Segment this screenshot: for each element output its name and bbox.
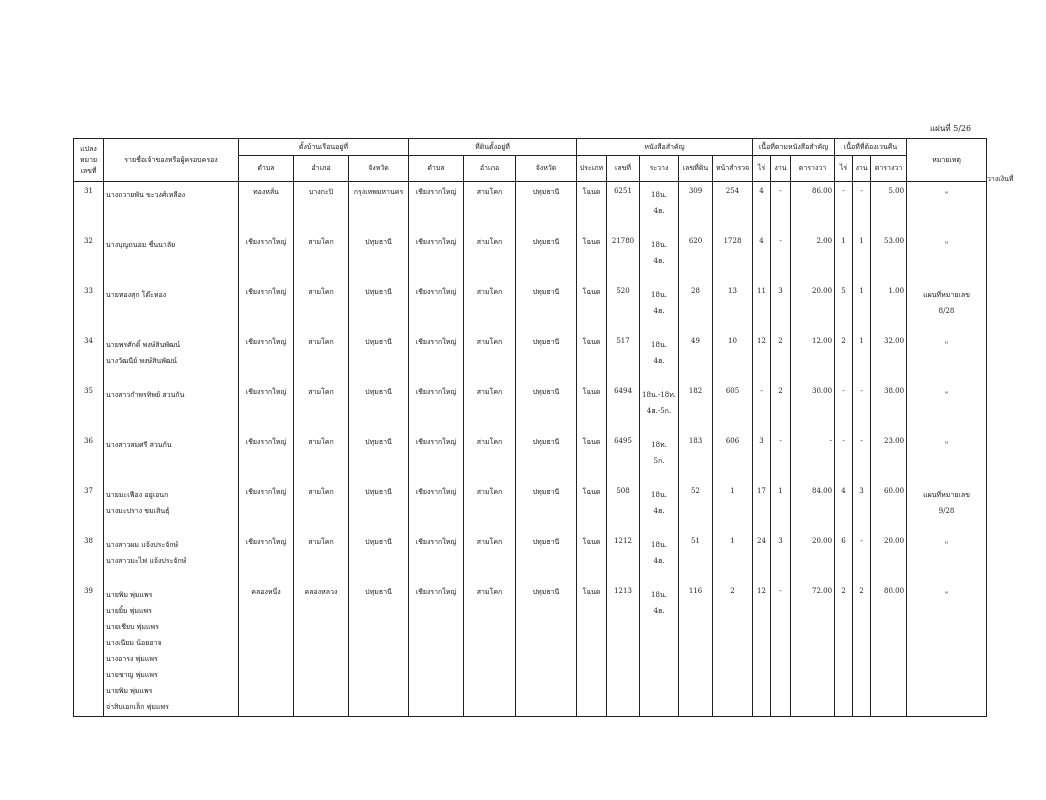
col-deed-sqwa: ตารางวา xyxy=(791,156,835,182)
cell-deed-ngan: - xyxy=(771,182,791,232)
cell-addr-province: ปทุมธานี xyxy=(349,232,409,282)
cell-land-district: สามโคก xyxy=(464,482,516,532)
cell-land-province: ปทุมธานี xyxy=(516,182,577,232)
page-number: แผ่นที่ 5/26 xyxy=(930,124,972,133)
cell-addr-district: สามโคก xyxy=(294,482,349,532)
table-row xyxy=(74,182,987,232)
cell-deed-ngan: - xyxy=(771,432,791,482)
col-expro-sqwa: ตารางวา xyxy=(871,156,907,182)
col-deed-ngan: งาน xyxy=(771,156,791,182)
cell-remark: " xyxy=(907,332,987,382)
cell-deed-no: 1212 xyxy=(607,532,640,582)
cell-plot-no: 33 xyxy=(74,282,104,332)
cell-deed-sqwa: 20.00 xyxy=(791,532,835,582)
cell-land-no: 116 xyxy=(679,582,713,717)
cell-land-no: 309 xyxy=(679,182,713,232)
cell-deed-rai: 24 xyxy=(753,532,771,582)
cell-plot-no: 37 xyxy=(74,482,104,532)
cell-survey-page: 1728 xyxy=(713,232,753,282)
cell-type: โฉนด xyxy=(577,432,607,482)
cell-land-no: 620 xyxy=(679,232,713,282)
cell-deed-ngan: 3 xyxy=(771,532,791,582)
cell-survey-page: 605 xyxy=(713,382,753,432)
col-expro-rai: ไร่ xyxy=(835,156,853,182)
cell-deed-ngan: 1 xyxy=(771,482,791,532)
cell-expro-sqwa: 80.00 xyxy=(871,582,907,717)
cell-expro-sqwa: 53.00 xyxy=(871,232,907,282)
cell-expro-ngan: 1 xyxy=(853,282,871,332)
cell-expro-ngan: - xyxy=(853,382,871,432)
cell-deed-rai: 17 xyxy=(753,482,771,532)
cell-type: โฉนด xyxy=(577,282,607,332)
cell-addr-subdistrict: คลองหนึ่ง xyxy=(239,582,294,717)
cell-expro-rai: 4 xyxy=(835,482,853,532)
cell-land-district: สามโคก xyxy=(464,582,516,717)
col-deed-rai: ไร่ xyxy=(753,156,771,182)
col-land-province: จังหวัด xyxy=(516,156,577,182)
cell-deed-no: 6251 xyxy=(607,182,640,232)
cell-deed-sqwa: 86.00 xyxy=(791,182,835,232)
cell-expro-rai: - xyxy=(835,382,853,432)
cell-deed-sqwa: 20.00 xyxy=(791,282,835,332)
cell-land-district: สามโคก xyxy=(464,332,516,382)
cell-survey-page: 254 xyxy=(713,182,753,232)
cell-land-district: สามโคก xyxy=(464,432,516,482)
cell-addr-province: กรุงเทพมหานคร xyxy=(349,182,409,232)
cell-deed-ngan: 2 xyxy=(771,382,791,432)
cell-owners: นายมะเฟือง อยู่เอนก นางมะปราง ชมเสินธุ์ xyxy=(104,482,239,532)
cell-land-no: 183 xyxy=(679,432,713,482)
cell-addr-district: สามโคก xyxy=(294,332,349,382)
cell-deed-no: 21780 xyxy=(607,232,640,282)
cell-addr-subdistrict: เชียงรากใหญ่ xyxy=(239,382,294,432)
cell-addr-province: ปทุมธานี xyxy=(349,282,409,332)
side-note: วางเงินที่ xyxy=(987,175,1014,183)
cell-expro-ngan: 2 xyxy=(853,582,871,717)
cell-sheet: 18น. 4ฮ. xyxy=(640,182,679,232)
cell-addr-subdistrict: เชียงรากใหญ่ xyxy=(239,482,294,532)
cell-deed-rai: 12 xyxy=(753,582,771,717)
col-addr-district: อำเภอ xyxy=(294,156,349,182)
cell-remark: แผนที่หมายเลข 8/28 xyxy=(907,282,987,332)
cell-expro-ngan: - xyxy=(853,432,871,482)
cell-addr-subdistrict: เชียงรากใหญ่ xyxy=(239,332,294,382)
cell-owners: นางบุญถนอม ชื่นนาลัย xyxy=(104,232,239,282)
cell-deed-ngan: 3 xyxy=(771,282,791,332)
cell-sheet: 18น. 4ฮ. xyxy=(640,582,679,717)
cell-owners: นายทองสุก โต๊ะทอง xyxy=(104,282,239,332)
cell-type: โฉนด xyxy=(577,582,607,717)
cell-addr-province: ปทุมธานี xyxy=(349,382,409,432)
cell-land-subdistrict: เชียงรากใหญ่ xyxy=(409,532,464,582)
cell-deed-no: 1213 xyxy=(607,582,640,717)
cell-land-district: สามโคก xyxy=(464,532,516,582)
cell-land-no: 182 xyxy=(679,382,713,432)
cell-deed-no: 6495 xyxy=(607,432,640,482)
cell-type: โฉนด xyxy=(577,232,607,282)
cell-addr-subdistrict: ทองหลั่น xyxy=(239,182,294,232)
cell-addr-province: ปทุมธานี xyxy=(349,532,409,582)
cell-expro-sqwa: 38.00 xyxy=(871,382,907,432)
cell-survey-page: 10 xyxy=(713,332,753,382)
cell-type: โฉนด xyxy=(577,382,607,432)
cell-land-district: สามโคก xyxy=(464,382,516,432)
table-row xyxy=(74,532,987,582)
cell-expro-rai: 1 xyxy=(835,232,853,282)
cell-deed-no: 520 xyxy=(607,282,640,332)
col-plot-no: แปลง หมาย เลขที่ xyxy=(74,139,104,182)
cell-survey-page: 2 xyxy=(713,582,753,717)
cell-expro-rai: 6 xyxy=(835,532,853,582)
cell-deed-rai: 12 xyxy=(753,332,771,382)
cell-land-province: ปทุมธานี xyxy=(516,282,577,332)
cell-land-no: 49 xyxy=(679,332,713,382)
cell-remark: " xyxy=(907,232,987,282)
cell-expro-rai: - xyxy=(835,432,853,482)
cell-deed-sqwa: 84.00 xyxy=(791,482,835,532)
table-row xyxy=(74,232,987,282)
cell-plot-no: 35 xyxy=(74,382,104,432)
col-type: ประเภท xyxy=(577,156,607,182)
cell-addr-district: สามโคก xyxy=(294,532,349,582)
cell-addr-district: สามโคก xyxy=(294,382,349,432)
cell-land-province: ปทุมธานี xyxy=(516,232,577,282)
cell-plot-no: 39 xyxy=(74,582,104,717)
col-group-land: ที่ดินตั้งอยู่ที่ xyxy=(409,139,577,156)
cell-addr-district: คลองหลวง xyxy=(294,582,349,717)
col-group-address: ตั้งบ้านเรือนอยู่ที่ xyxy=(239,139,409,156)
cell-expro-rai: 2 xyxy=(835,332,853,382)
cell-expro-sqwa: 1.00 xyxy=(871,282,907,332)
cell-owners: นายพิม พุ่มแพร นายยิ้ม พุ่มแพร นายเชียบ พุ่มแพร นางเนียม น้อยอาจ นางอารง พุ่มแพร นายชาญ พุ่มแพร นายพิม พุ่มแพร จ่าสิบเอกเล็ก พุ่มแพร xyxy=(104,582,239,717)
cell-addr-province: ปทุมธานี xyxy=(349,332,409,382)
cell-expro-ngan: 1 xyxy=(853,332,871,382)
cell-land-subdistrict: เชียงรากใหญ่ xyxy=(409,432,464,482)
cell-addr-province: ปทุมธานี xyxy=(349,582,409,717)
cell-deed-sqwa: 72.00 xyxy=(791,582,835,717)
cell-expro-sqwa: 23.00 xyxy=(871,432,907,482)
cell-owners: นางถวายพัน ขะวงศ์เหลือง xyxy=(104,182,239,232)
cell-type: โฉนด xyxy=(577,182,607,232)
cell-land-district: สามโคก xyxy=(464,282,516,332)
col-remark: หมายเหตุ xyxy=(907,139,987,182)
cell-expro-rai: 2 xyxy=(835,582,853,717)
cell-deed-no: 508 xyxy=(607,482,640,532)
cell-land-subdistrict: เชียงรากใหญ่ xyxy=(409,182,464,232)
cell-survey-page: 13 xyxy=(713,282,753,332)
cell-addr-subdistrict: เชียงรากใหญ่ xyxy=(239,532,294,582)
cell-sheet: 18น.-18ท. 4ฮ.-5ก. xyxy=(640,382,679,432)
cell-addr-district: สามโคก xyxy=(294,432,349,482)
cell-deed-sqwa: 12.00 xyxy=(791,332,835,382)
cell-addr-subdistrict: เชียงรากใหญ่ xyxy=(239,282,294,332)
cell-type: โฉนด xyxy=(577,482,607,532)
cell-remark: " xyxy=(907,532,987,582)
cell-remark: " xyxy=(907,182,987,232)
cell-sheet: 18น. 4ฮ. xyxy=(640,532,679,582)
cell-owners: นางสาวผม แจ้งประจักษ์ นางสาวมะไฟ แจ้งประจักษ์ xyxy=(104,532,239,582)
cell-land-province: ปทุมธานี xyxy=(516,532,577,582)
col-group-deed-area: เนื้อที่ตามหนังสือสำคัญ xyxy=(753,139,835,156)
cell-addr-province: ปทุมธานี xyxy=(349,432,409,482)
cell-owners: นายพรศักดิ์ พงษ์สินพัฒน์ นางวัฒนีย์ พงษ์สินพัฒน์ xyxy=(104,332,239,382)
col-owner: รายชื่อเจ้าของหรือผู้ครอบครอง xyxy=(104,139,239,182)
cell-survey-page: 1 xyxy=(713,532,753,582)
cell-expro-sqwa: 32.00 xyxy=(871,332,907,382)
cell-expro-rai: - xyxy=(835,182,853,232)
cell-deed-rai: 11 xyxy=(753,282,771,332)
table-row xyxy=(74,282,987,332)
cell-deed-ngan: - xyxy=(771,232,791,282)
cell-addr-subdistrict: เชียงรากใหญ่ xyxy=(239,432,294,482)
table-row xyxy=(74,332,987,382)
cell-type: โฉนด xyxy=(577,532,607,582)
cell-land-province: ปทุมธานี xyxy=(516,332,577,382)
cell-remark: " xyxy=(907,432,987,482)
cell-plot-no: 34 xyxy=(74,332,104,382)
cell-land-district: สามโคก xyxy=(464,182,516,232)
cell-sheet: 18น. 4ฮ. xyxy=(640,232,679,282)
cell-deed-ngan: 2 xyxy=(771,332,791,382)
cell-sheet: 18น. 4ฮ. xyxy=(640,332,679,382)
cell-expro-ngan: - xyxy=(853,182,871,232)
cell-owners: นางสาวกำพรทิพย์ สวนกัน xyxy=(104,382,239,432)
cell-remark: แผนที่หมายเลข 9/28 xyxy=(907,482,987,532)
cell-expro-ngan: 3 xyxy=(853,482,871,532)
col-land-district: อำเภอ xyxy=(464,156,516,182)
cell-deed-no: 517 xyxy=(607,332,640,382)
table-row xyxy=(74,382,987,432)
cell-deed-sqwa: 30.00 xyxy=(791,382,835,432)
expropriation-table xyxy=(73,138,987,717)
cell-expro-ngan: 1 xyxy=(853,232,871,282)
cell-deed-rai: 4 xyxy=(753,232,771,282)
cell-deed-rai: 3 xyxy=(753,432,771,482)
cell-expro-sqwa: 60.00 xyxy=(871,482,907,532)
col-survey-page: หน้าสำรวจ xyxy=(713,156,753,182)
cell-deed-sqwa: 2.00 xyxy=(791,232,835,282)
cell-sheet: 18น. 4ฮ. xyxy=(640,282,679,332)
cell-addr-subdistrict: เชียงรากใหญ่ xyxy=(239,232,294,282)
cell-expro-sqwa: 20.00 xyxy=(871,532,907,582)
cell-addr-district: สามโคก xyxy=(294,282,349,332)
cell-plot-no: 38 xyxy=(74,532,104,582)
cell-land-no: 28 xyxy=(679,282,713,332)
cell-land-subdistrict: เชียงรากใหญ่ xyxy=(409,232,464,282)
cell-land-subdistrict: เชียงรากใหญ่ xyxy=(409,482,464,532)
table-row xyxy=(74,432,987,482)
cell-addr-district: สามโคก xyxy=(294,232,349,282)
cell-survey-page: 606 xyxy=(713,432,753,482)
cell-remark: " xyxy=(907,582,987,717)
col-deed-no: เลขที่ xyxy=(607,156,640,182)
cell-deed-rai: - xyxy=(753,382,771,432)
col-land-no: เลขที่ดิน xyxy=(679,156,713,182)
cell-land-district: สามโคก xyxy=(464,232,516,282)
cell-deed-rai: 4 xyxy=(753,182,771,232)
col-group-deed: หนังสือสำคัญ xyxy=(577,139,753,156)
col-sheet: ระวาง xyxy=(640,156,679,182)
cell-expro-rai: 5 xyxy=(835,282,853,332)
cell-expro-ngan: - xyxy=(853,532,871,582)
cell-land-subdistrict: เชียงรากใหญ่ xyxy=(409,332,464,382)
col-addr-subdistrict: ตำบล xyxy=(239,156,294,182)
cell-survey-page: 1 xyxy=(713,482,753,532)
cell-land-subdistrict: เชียงรากใหญ่ xyxy=(409,582,464,717)
cell-sheet: 18น. 4ฮ. xyxy=(640,482,679,532)
cell-land-subdistrict: เชียงรากใหญ่ xyxy=(409,282,464,332)
cell-plot-no: 32 xyxy=(74,232,104,282)
cell-land-province: ปทุมธานี xyxy=(516,482,577,532)
cell-land-no: 51 xyxy=(679,532,713,582)
cell-type: โฉนด xyxy=(577,332,607,382)
table-row xyxy=(74,582,987,717)
cell-sheet: 18ท. 5ก. xyxy=(640,432,679,482)
cell-plot-no: 31 xyxy=(74,182,104,232)
cell-expro-sqwa: 5.00 xyxy=(871,182,907,232)
cell-land-subdistrict: เชียงรากใหญ่ xyxy=(409,382,464,432)
cell-owners: นางสาวสมศรี สวนกัน xyxy=(104,432,239,482)
cell-land-province: ปทุมธานี xyxy=(516,432,577,482)
cell-addr-district: บางกะปิ xyxy=(294,182,349,232)
cell-plot-no: 36 xyxy=(74,432,104,482)
cell-land-province: ปทุมธานี xyxy=(516,582,577,717)
cell-deed-ngan: - xyxy=(771,582,791,717)
table-body xyxy=(74,182,987,717)
col-addr-province: จังหวัด xyxy=(349,156,409,182)
col-land-subdistrict: ตำบล xyxy=(409,156,464,182)
cell-land-province: ปทุมธานี xyxy=(516,382,577,432)
cell-addr-province: ปทุมธานี xyxy=(349,482,409,532)
cell-deed-no: 6494 xyxy=(607,382,640,432)
cell-remark: " xyxy=(907,382,987,432)
col-group-expro-area: เนื้อที่ที่ต้องเวนคืน xyxy=(835,139,907,156)
table-row xyxy=(74,482,987,532)
cell-deed-sqwa: - xyxy=(791,432,835,482)
cell-land-no: 52 xyxy=(679,482,713,532)
col-expro-ngan: งาน xyxy=(853,156,871,182)
